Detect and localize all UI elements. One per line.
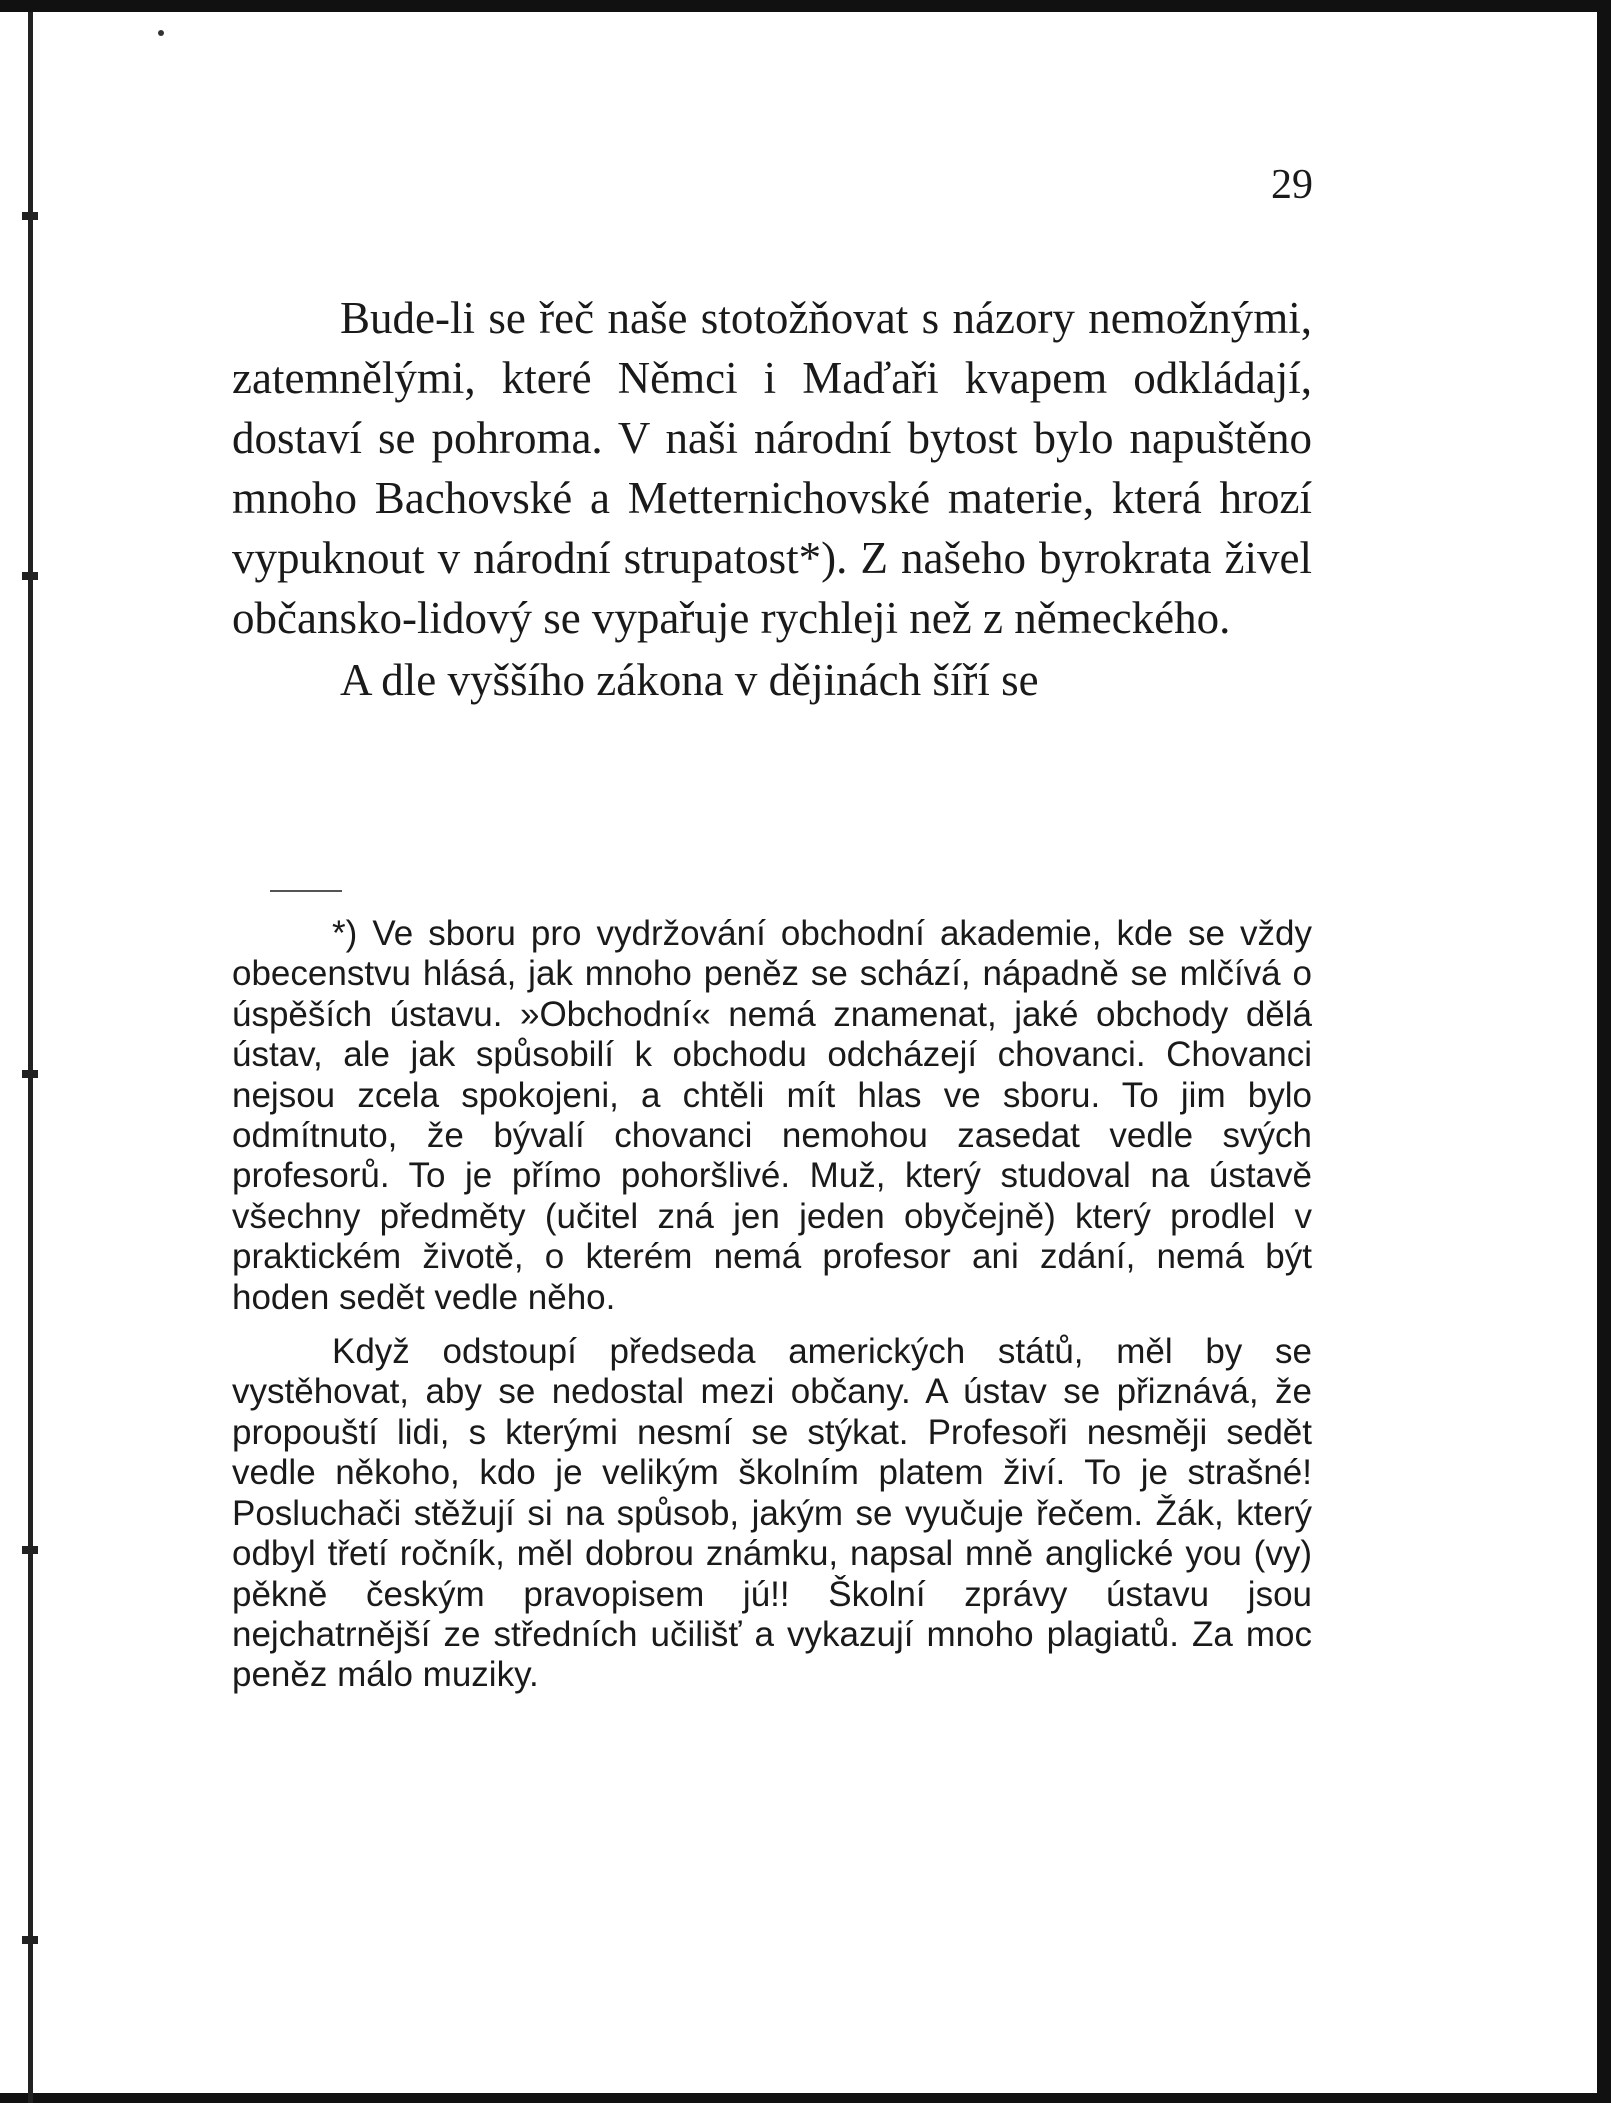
scan-border-top bbox=[0, 0, 1611, 12]
main-paragraph: A dle vyššího zákona v dějinách šíří se bbox=[340, 655, 1039, 705]
scan-border-right bbox=[1597, 0, 1611, 2103]
gutter-tick bbox=[22, 212, 38, 220]
footnote-separator bbox=[270, 890, 342, 892]
gutter-tick bbox=[22, 1546, 38, 1554]
page-number: 29 bbox=[1271, 162, 1313, 208]
scan-speck bbox=[158, 30, 164, 36]
footnote-paragraph: *) Ve sboru pro vydržování obchodní akademie, kde se vždy obecenstvu hlásá, jak mnoho peněz se schází, nápadně se mlčívá o úspěších ústavu. »Obchodní« nemá znamenat, jaké obchody dělá ústav, ale jak spůsobilí k obchodu odcházejí chovanci. Chovanci nejsou zcela spokojeni, a chtěli mít hlas ve sboru. To jim bylo odmítnuto, že bývalí chovanci nemohou zasedat vedle svých profesorů. To je přímo pohoršlivé. Muž, který studoval na ústavě všechny předměty (učitel zná jen jeden obyčejně) který prodlel v praktickém životě, o kterém nemá profesor ani zdání, nemá být hoden sedět vedle něho. bbox=[232, 914, 1312, 1317]
footnote-block bbox=[232, 914, 1312, 1696]
gutter-tick bbox=[22, 1070, 38, 1078]
gutter-tick bbox=[22, 1936, 38, 1944]
scan-border-bottom bbox=[0, 2093, 1611, 2103]
footnote-paragraph: Když odstoupí předseda amerických států, měl by se vystěhovat, aby se nedostal mezi občany. A ústav se přiznává, že propouští lidi, s kterými nesmí se stýkat. Profesoři nesměji sedět vedle někoho, kdo je velikým školním platem živí. To je strašné! Posluchači stěžují si na spůsob, jakým se vyučuje řečem. Žák, který odbyl třetí ročník, měl dobrou známku, napsal mně anglické you (vy) pěkně českým pravopisem jú!! Školní zprávy ústavu jsou nejchatrnější ze středních učilišť a vykazují mnoho plagiatů. Za moc peněz málo muziky. bbox=[232, 1332, 1312, 1695]
binding-gutter-line bbox=[28, 12, 33, 2103]
gutter-tick bbox=[22, 572, 38, 580]
main-text-block bbox=[232, 288, 1312, 710]
main-paragraph: Bude-li se řeč naše stotožňovat s názory nemožnými, zatemnělými, které Němci i Maďaři kvapem odkládají, dostaví se pohroma. V naši národní bytost bylo napuštěno mnoho Bachovské a Metternichovské materie, která hrozí vypuknout v národní strupatost*). Z našeho byrokrata živel občansko-lidový se vypařuje rychleji než z německého. bbox=[232, 293, 1312, 643]
